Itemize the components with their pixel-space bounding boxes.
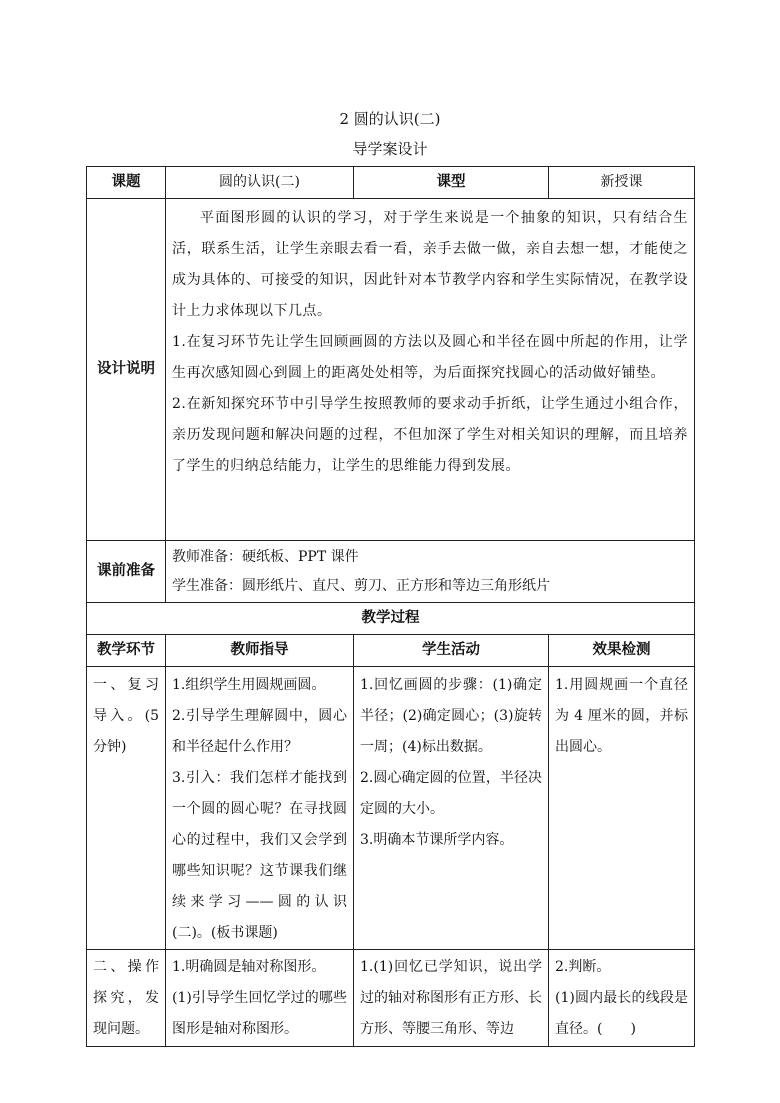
check-item: 2.判断。 [555,959,611,975]
process-title: 教学过程 [87,603,695,635]
prep-student: 学生准备：圆形纸片、直尺、剪刀、正方形和等边三角形纸片 [172,578,550,594]
topic-value: 圆的认识(二) [166,167,354,199]
student-step: 1.(1)回忆已学知识，说出学过的轴对称图形有正方形、长方形、等腰三角形、等边 [360,959,542,1037]
teacher-step: 2.引导学生理解圆中，圆心和半径起什么作用？ [172,708,347,755]
stage-cell: 一、复习导入。(5 分钟) [87,667,166,950]
teacher-step: 1.组织学生用圆规画圆。 [172,677,326,693]
type-label: 课型 [354,167,549,199]
prep-row [87,541,695,603]
check-cell [549,950,695,1047]
type-value: 新授课 [549,167,695,199]
column-header-stage: 教学环节 [87,635,166,667]
design-content [166,199,695,541]
lesson-plan-table [86,166,695,1047]
teacher-step: 1.明确圆是轴对称图形。 [172,959,326,975]
student-cell [354,950,549,1047]
design-paragraph: 1.在复习环节先让学生回顾画圆的方法以及圆心和半径在圆中所起的作用，让学生再次感知圆心到圆上的距离处处相等，为后面探究找圆心的活动做好铺垫。 [172,334,688,381]
student-step: 3.明确本节课所学内容。 [360,832,514,848]
teacher-step: (1)引导学生回忆学过的哪些图形是轴对称图形。 [172,990,347,1037]
prep-teacher: 教师准备：硬纸板、PPT 课件 [172,549,359,565]
student-step: 2.圆心确定圆的位置，半径决定圆的大小。 [360,770,542,817]
column-header-student: 学生活动 [354,635,549,667]
column-header-check: 效果检测 [549,635,695,667]
prep-label: 课前准备 [87,541,166,603]
prep-content [166,541,695,603]
table-row [87,950,695,1047]
check-item: (1)圆内最长的线段是直径。( ) [555,990,688,1037]
stage-cell: 二、操作探究，发现问题。 [87,950,166,1047]
columns-row [87,635,695,667]
teacher-cell [166,950,354,1047]
student-step: 1.回忆画圆的步骤：(1)确定半径；(2)确定圆心；(3)旋转一周；(4)标出数据。 [360,677,542,755]
design-label: 设计说明 [87,199,166,541]
table-row [87,667,695,950]
design-row [87,199,695,541]
teacher-cell [166,667,354,950]
document-title: 2 圆的认识(二) [339,110,441,128]
teacher-step: 3.引入：我们怎样才能找到一个圆的圆心呢？在寻找圆心的过程中，我们又会学到哪些知识呢？这节课我们继续来学习——圆的认识(二)。(板书课题) [172,770,347,941]
document-subtitle: 导学案设计 [352,140,428,158]
process-title-row [87,603,695,635]
topic-label: 课题 [87,167,166,199]
header-row [87,167,695,199]
check-item: 1.用圆规画一个直径为 4 厘米的圆，并标出圆心。 [555,677,688,755]
student-cell [354,667,549,950]
design-paragraph: 平面图形圆的认识的学习，对于学生来说是一个抽象的知识，只有结合生活，联系生活，让学生亲眼去看一看，亲手去做一做，亲自去想一想，才能使之成为具体的、可接受的知识，因此针对本节教学内容和学生实际情况，在教学设计上力求体现以下几点。 [172,210,688,319]
design-paragraph: 2.在新知探究环节中引导学生按照教师的要求动手折纸，让学生通过小组合作，亲历发现问题和解决问题的过程，不但加深了学生对相关知识的理解，而且培养了学生的归纳总结能力，让学生的思维能力得到发展。 [172,396,688,474]
column-header-teacher: 教师指导 [166,635,354,667]
check-cell [549,667,695,950]
